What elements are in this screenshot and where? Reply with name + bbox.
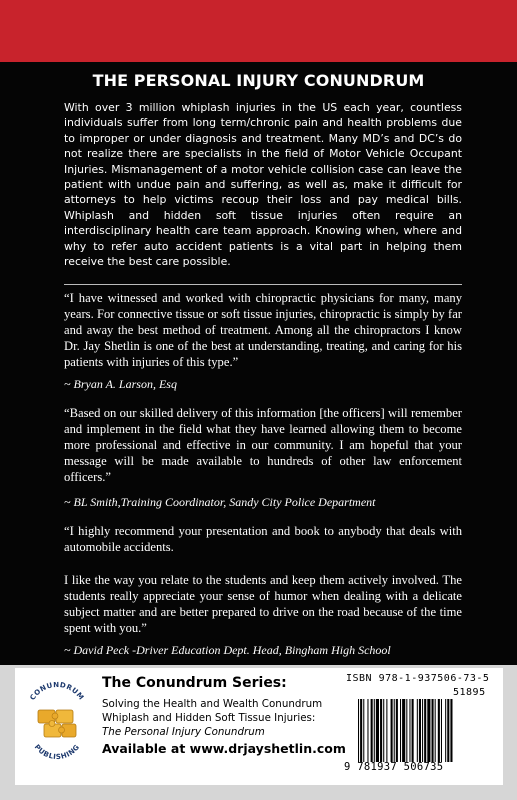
intro-paragraph: With over 3 million whiplash injuries in the US each year, countless individuals suffer from long term/chronic pain and health problems due to improper or under diagnosis and treatment. Many MD’s and DC’s do not realize there are specialists in the field of Motor Vehicle Occupant Injuries. Mismanagement of a motor vehicle collision case can leave the patient with undue pain and suffering, as well as, make it difficult for attorneys to help victims recoup their loss and pay medical bills. Whiplash and hidden soft tissue injuries often require an interdisciplinary health care team approach. Knowing when, where and why to refer auto accident patients is a vital part in helping them receive the best care possible.: [64, 101, 462, 269]
isbn-label: ISBN 978-1-937506-73-5: [346, 673, 490, 684]
red-top-band: [0, 0, 517, 62]
series-book-item: The Personal Injury Conundrum: [102, 726, 265, 738]
testimonial-attribution: ~ David Peck -Driver Education Dept. Head, Bingham High School: [64, 643, 391, 657]
price-code: 51895: [453, 687, 486, 698]
conundrum-publishing-logo: [22, 680, 92, 760]
divider: [64, 284, 462, 285]
svg-text:PUBLISHING: PUBLISHING: [32, 743, 82, 760]
testimonial-attribution: ~ BL Smith,Training Coordinator, Sandy City Police Department: [64, 495, 376, 509]
barcode-icon: [356, 699, 487, 762]
series-book-item: Whiplash and Hidden Soft Tissue Injuries:: [102, 712, 316, 724]
barcode-number: 9 781937 506735: [344, 761, 444, 773]
testimonial-quote: “I have witnessed and worked with chiropractic physicians for many, many years. For connective tissue or soft tissue injuries, chiropractic is simply by far and away the best method of treatment. Among all the chiropractors I know Dr. Jay Shetlin is one of the best at understanding, treating, and caring for his patients with injuries of this type.”: [64, 291, 462, 369]
testimonial-quote: “Based on our skilled delivery of this information [the officers] will remember and implement in the field what they have learned allowing them to become more professional and effective in our community. I am hopeful that your message will be made available to hundreds of other law enforcement officers.”: [64, 406, 462, 484]
series-title: The Conundrum Series:: [102, 675, 287, 691]
testimonial-attribution: ~ Bryan A. Larson, Esq: [64, 377, 177, 391]
page-title: THE PERSONAL INJURY CONUNDRUM: [92, 71, 425, 90]
puzzle-pieces-icon: [38, 710, 76, 737]
availability-link[interactable]: Available at www.drjayshetlin.com: [102, 741, 346, 756]
testimonial-quote-continued: I like the way you relate to the students and keep them actively involved. The students really appreciate your sense of humor when dealing with a delicate subject matter and are better prepared to drive on the road because of the time spent with you.”: [64, 573, 462, 635]
svg-text:CONUNDRUM: CONUNDRUM: [28, 680, 86, 702]
testimonial-quote: “I highly recommend your presentation and book to anybody that deals with automobile accidents.: [64, 524, 462, 554]
series-book-item: Solving the Health and Wealth Conundrum: [102, 698, 323, 710]
